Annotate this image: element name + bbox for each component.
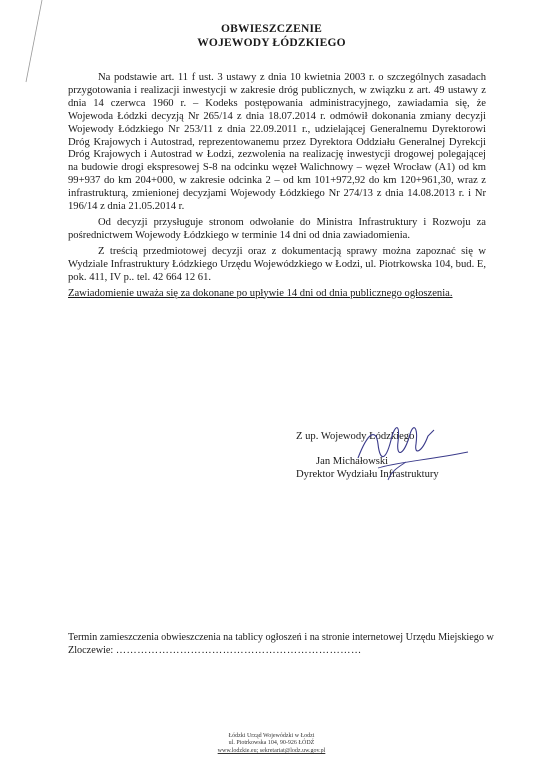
handwritten-signature (348, 422, 478, 484)
signature-position: Dyrektor Wydziału Infrastruktury (296, 469, 439, 480)
title-line-2: WOJEWODY ŁÓDZKIEGO (197, 37, 346, 49)
title-line-1: OBWIESZCZENIE (220, 23, 323, 35)
document-body (68, 72, 486, 303)
paragraph-appeal: Od decyzji przysługuje stronom odwołanie do Ministra Infrastruktury i Rozwoju za pośrednictwem Wojewody Łódzkiego w terminie 14 dni od dnia zawiadomienia. (68, 216, 486, 241)
office-footer (0, 733, 543, 755)
paragraph-decision: Na podstawie art. 11 f ust. 3 ustawy z dnia 10 kwietnia 2003 r. o szczególnych zasadach przygotowania i realizacji inwestycji w zakresie dróg publicznych, w związku z art. 49 ustawy z dnia 14 czerwca 1960 r. – Kodeks postępowania administracyjnego, zawiadamia się, że Wojewoda Łódzki decyzją Nr 265/14 z dnia 18.07.2014 r. odmówił dokonania zmiany decyzji Wojewody Łódzkiego Nr 253/11 z dnia 22.09.2011 r., udzielającej Generalnemu Dyrektorowi Dróg Krajowych i Autostrad, reprezentowanemu przez Dyrektora Oddziału Generalnej Dyrekcji Dróg Krajowych i Autostrad w Łodzi, zezwolenia na realizację inwestycji drogowej polegającej na budowie drogi ekspresowej S-8 na odcinku węzeł Walichnowy – węzeł Wrocław (A1) od km 99+937 do km 204+000, w zakresie odcinka 2 – od km 101+972,92 do km 120+961,30, wraz z infrastrukturą, zmienionej decyzjami Wojewody Łódzkiego Nr 274/13 z dnia 14.08.2013 r. i Nr 196/14 z dnia 21.05.2014 r. (68, 72, 486, 213)
footer-office: Łódzki Urząd Wojewódzki w Łodzi (228, 733, 315, 739)
paragraph-notice: Zawiadomienie uważa się za dokonane po upływie 14 dni od dnia publicznego ogłoszenia. (68, 287, 453, 299)
footer-contact-link[interactable]: www.lodzkie.eu; sekretariat@lodz.uw.gov.pl (217, 747, 326, 754)
signature-block (296, 430, 496, 481)
footer-address: ul. Piotrkowska 104, 90-926 ŁÓDŹ (228, 740, 315, 747)
signature-name: Jan Michałowski (316, 456, 389, 467)
placement-text: Termin zamieszczenia obwieszczenia na tablicy ogłoszeń i na stronie internetowej Urzędu Miejskiego w Zloczewie: (68, 632, 494, 656)
signature-authority: Z up. Wojewody Łódzkiego (296, 431, 415, 442)
paragraph-access: Z treścią przedmiotowej decyzji oraz z dokumentacją sprawy można zapoznać się w Wydziale Infrastruktury Łódzkiego Urzędu Wojewódzkiego w Łodzi, ul. Piotrkowska 104, bud. E, pok. 411, IV p.. tel. 42 664 12 61. (68, 245, 486, 283)
document-title (0, 22, 543, 50)
placement-dots: …………………………………………………………… (115, 644, 362, 656)
placement-note (68, 632, 498, 658)
